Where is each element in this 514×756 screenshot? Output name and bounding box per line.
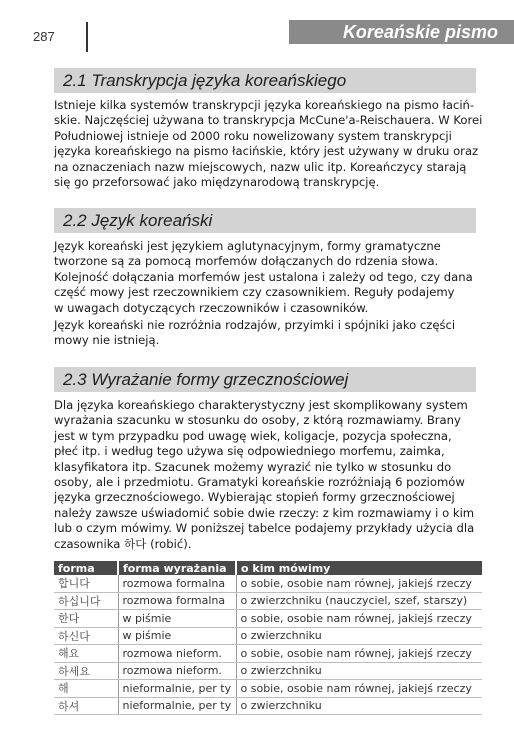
text-line: należy zawsze uświadomić sobie dwie rzeczy: z kim rozmawiamy i o kim <box>54 505 475 520</box>
text-line: lub o czym mówimy. W poniższej tabelce podajemy przykłady użycia dla <box>54 521 475 536</box>
text-line: języka koreańskiego na pismo łacińskie, który jest używany w druku oraz <box>54 144 479 159</box>
table-cell: 합니다 <box>54 575 118 592</box>
text-line: mowy nie istnieją. <box>54 333 160 348</box>
table-cell: 하세요 <box>54 662 118 680</box>
text-line: tworzone są za pomocą morfemów dołączanych do rdzenia słowa. <box>54 254 439 269</box>
column-header-forma: forma <box>54 561 118 575</box>
page-number: 287 <box>33 29 55 44</box>
section-heading-2-3: 2.3 Wyrażanie formy grzecznościowej <box>54 367 476 392</box>
table-cell: o zwierzchniku (nauczyciel, szef, starszy) <box>236 592 482 610</box>
table-row <box>54 575 482 592</box>
text-line: płeć itp. i według tego używa się odpowiedniego morfemu, zaimka, <box>54 444 445 459</box>
header-divider <box>86 22 88 52</box>
table-cell: o sobie, osobie nam równej, jakiejś rzeczy <box>236 645 482 663</box>
column-header-forma-wyrazania: forma wyrażania <box>118 561 236 575</box>
chapter-title: Koreańskie pismo <box>289 20 514 44</box>
table-cell: o zwierzchniku <box>236 662 482 680</box>
table-cell: rozmowa formalna <box>118 592 236 610</box>
table-row <box>54 680 482 698</box>
text-line: klasyfikatora itp. Szacunek możemy wyrazić nie tylko w stosunku do <box>54 459 452 474</box>
text-line: w uwagach dotyczących rzeczowników i czasowników. <box>54 300 369 315</box>
paragraph-2-2-b <box>54 318 486 349</box>
text-line: Język koreański jest językiem aglutynacyjnym, formy gramatyczne <box>54 239 441 253</box>
table-row <box>54 592 482 610</box>
table-cell: o sobie, osobie nam równej, jakiejś rzeczy <box>236 575 482 592</box>
text-line: Język koreański nie rozróżnia rodzajów, przyimki i spójniki jako części <box>54 318 456 332</box>
table-cell: rozmowa formalna <box>118 575 236 592</box>
text-line: skie. Najczęściej używana to transkrypcja McCune'a-Reischauera. W Korei <box>54 113 483 128</box>
table-row <box>54 662 482 680</box>
table-cell: o zwierzchniku <box>236 697 482 715</box>
table-cell: w piśmie <box>118 627 236 645</box>
text-line: Kolejność dołączania morfemów jest ustalona i zależy od tego, czy dana <box>54 269 473 284</box>
paragraph-2-1 <box>54 98 486 190</box>
table-header-row <box>54 561 482 575</box>
section-heading-2-2: 2.2 Język koreański <box>54 208 476 233</box>
table-row <box>54 627 482 645</box>
table-row <box>54 645 482 663</box>
table-cell: rozmowa nieform. <box>118 645 236 663</box>
table-cell: nieformalnie, per ty <box>118 680 236 698</box>
text-line: osoby, ale i przedmiotu. Gramatyki koreańskie rozróżniają 6 poziomów <box>54 475 465 490</box>
table-cell: rozmowa nieform. <box>118 662 236 680</box>
table-cell: 해요 <box>54 645 118 663</box>
text-line: na oznaczeniach nazw miejscowych, nazw ulic itp. Koreańczycy starają <box>54 159 467 174</box>
table-cell: nieformalnie, per ty <box>118 697 236 715</box>
honorific-forms-table <box>54 561 482 715</box>
table-row <box>54 697 482 715</box>
table-cell: w piśmie <box>118 610 236 628</box>
text-line: czasownika 하다 (robić). <box>54 536 192 551</box>
text-line: część mowy jest rzeczownikiem czy czasownikiem. Reguły podajemy <box>54 285 455 300</box>
table-cell: 한다 <box>54 610 118 628</box>
text-line: jest w tym przypadku pod uwagę wiek, koligacje, pozycja społeczna, <box>54 428 452 443</box>
table-row <box>54 610 482 628</box>
page-header <box>0 0 514 58</box>
text-line: języka grzecznościowego. Wybierając stopień formy grzecznościowej <box>54 490 455 505</box>
table-cell: 하십니다 <box>54 592 118 610</box>
table-cell: o sobie, osobie nam równej, jakiejś rzeczy <box>236 680 482 698</box>
table-cell: o sobie, osobie nam równej, jakiejś rzeczy <box>236 610 482 628</box>
table-cell: 하셔 <box>54 697 118 715</box>
text-line: się go przeforsować jako międzynarodową transkrypcję. <box>54 175 380 190</box>
table-cell: 해 <box>54 680 118 698</box>
text-line: Istnieje kilka systemów transkrypcji języka koreańskiego na pismo łaciń- <box>54 98 475 112</box>
column-header-o-kim-mowimy: o kim mówimy <box>236 561 482 575</box>
text-line: wyrażania szacunku w stosunku do osoby, z którą rozmawiamy. Brany <box>54 413 461 428</box>
section-heading-2-1: 2.1 Transkrypcja języka koreańskiego <box>54 68 476 93</box>
text-line: Południowej istnieje od 2000 roku nowelizowany system transkrypcji <box>54 128 452 143</box>
paragraph-2-3 <box>54 398 486 552</box>
text-line: Dla języka koreańskiego charakterystyczny jest skomplikowany system <box>54 398 468 412</box>
paragraph-2-2-a <box>54 239 486 316</box>
table-cell: o zwierzchniku <box>236 627 482 645</box>
table-cell: 하신다 <box>54 627 118 645</box>
